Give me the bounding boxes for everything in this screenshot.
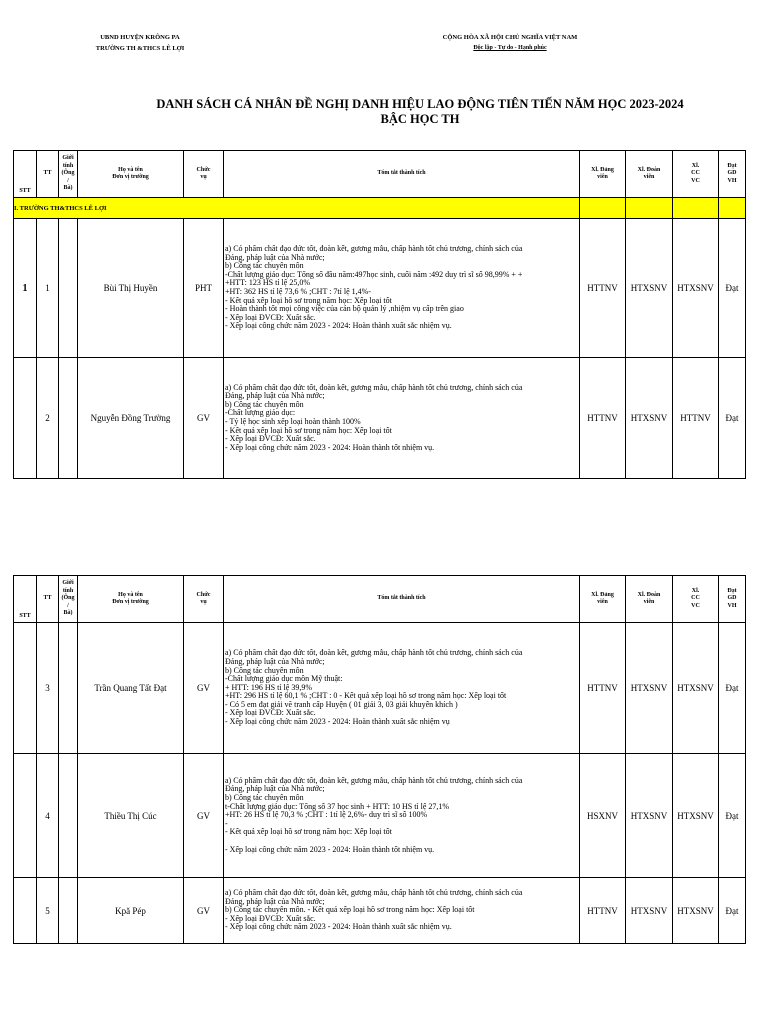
row-civil-rating: HTXSNV — [673, 623, 719, 754]
gender-header-line: Giới — [62, 580, 74, 587]
summary-line: b) Công tác chuyên môn — [225, 666, 304, 675]
stt-header: STT — [14, 151, 37, 198]
row-stt: 1 — [14, 219, 37, 358]
national-header — [410, 32, 610, 54]
party-header-line: Xl. Đảng — [591, 166, 614, 173]
summary-line: Đảng, pháp luật của Nhà nước; — [225, 392, 325, 401]
gender-header-line: tính — [62, 587, 74, 594]
summary-line: Đảng, pháp luật của Nhà nước; — [225, 785, 325, 794]
summary-line: b) Công tác chuyên môn. - Kết quả xếp loại hồ sơ trong năm học: Xếp loại tốt — [225, 906, 475, 915]
party-header — [580, 151, 626, 198]
stt-header: STT — [14, 576, 37, 623]
row-name: Kpă Pép — [78, 878, 184, 944]
row-position: GV — [184, 878, 224, 944]
gender-header-line: Bà) — [63, 185, 73, 192]
gender-header — [59, 576, 78, 623]
party-header-line: viên — [597, 174, 608, 180]
civil-header — [673, 151, 719, 198]
row-union-rating: HTXSNV — [626, 219, 673, 358]
row-gender — [59, 878, 78, 944]
row-civil-rating: HTTNV — [673, 358, 719, 479]
agency-name: UBND HUYỆN KRÔNG PA — [100, 34, 180, 41]
summary-line: - Xếp loại công chức năm 2023 - 2024: Hoàn thành tốt nhiệm vụ. — [225, 845, 435, 854]
summary-line: Đảng, pháp luật của Nhà nước; — [225, 897, 325, 906]
summary-line: - — [225, 819, 228, 828]
row-tt: 4 — [37, 754, 59, 878]
agency-header — [70, 32, 210, 54]
summary-line: -Chất lượng giáo dục: Tổng số đầu năm:497học sinh, cuối năm :492 duy trì sĩ số 98,99% + + — [225, 270, 523, 279]
position-header-line: Chức — [196, 166, 211, 173]
row-gender — [59, 623, 78, 754]
row-party-rating: HTTNV — [580, 358, 626, 479]
summary-header: Tóm tắt thành tích — [224, 576, 580, 623]
row-gdvh: Đạt — [719, 623, 746, 754]
summary-line: - Tỷ lệ học sinh xếp loại hoàn thành 100% — [225, 418, 361, 426]
row-position: PHT — [184, 219, 224, 358]
gender-header-line: / — [67, 602, 69, 609]
row-gdvh: Đạt — [719, 358, 746, 479]
summary-line: - Hoàn thành tốt mọi công việc của cán bộ quản lý ,nhiệm vụ cấp trên giao — [225, 305, 464, 314]
position-header-line: vụ — [200, 174, 207, 180]
row-summary — [224, 623, 580, 754]
nominee-table-page1 — [13, 150, 746, 479]
civil-header — [673, 576, 719, 623]
gender-header-line: Giới — [62, 155, 74, 162]
school-name: TRƯỜNG TH &THCS LÊ LỢI — [95, 45, 185, 52]
name-header — [78, 151, 184, 198]
row-civil-rating: HTXSNV — [673, 219, 719, 358]
civil-header-line: VC — [691, 177, 700, 184]
gdvh-header-line: VH — [727, 177, 737, 184]
name-header — [78, 576, 184, 623]
civil-header-line: VC — [691, 602, 700, 609]
gender-header-line: (Ông — [61, 595, 75, 602]
row-gender — [59, 754, 78, 878]
summary-line: - Xếp loại công chức năm 2023 - 2024: Hoàn thành xuất sắc nhiệm vụ. — [225, 923, 452, 932]
name-header-line: Họ và tên — [118, 166, 143, 173]
summary-line: a) Có phẩm chất đạo đức tốt, đoàn kết, gương mẫu, chấp hành tốt chủ trương, chính sách của — [225, 649, 523, 658]
summary-line: a) Có phẩm chất đạo đức tốt, đoàn kết, gương mẫu, chấp hành tốt chủ trương, chính sách của — [225, 889, 523, 898]
national-title: CỘNG HÒA XÃ HỘI CHỦ NGHĨA VIỆT NAM — [442, 34, 578, 41]
section-label: I. TRƯỜNG TH&THCS LÊ LỢI — [14, 198, 580, 219]
national-motto: Độc lập - Tự do - Hạnh phúc — [473, 45, 547, 51]
summary-line: - Xếp loại ĐVCĐ: Xuất sắc. — [225, 914, 316, 923]
position-header — [184, 576, 224, 623]
summary-line: Đảng, pháp luật của Nhà nước; — [225, 253, 325, 262]
tt-header: TT — [37, 576, 59, 623]
row-position: GV — [184, 358, 224, 479]
gdvh-header-line: GD — [727, 595, 737, 602]
gdvh-header-line: GD — [727, 170, 737, 177]
summary-line: - Kết quả xếp loại hồ sơ trong năm học: Xếp loại tốt — [225, 426, 392, 435]
section-row — [14, 198, 746, 219]
nominee-table-page2 — [13, 575, 746, 944]
summary-line: +HT: 296 HS tỉ lệ 60,1 % ;CHT : 0 - Kết quả xếp loại hồ sơ trong năm học: Xếp loại tốt — [225, 692, 507, 701]
row-stt — [14, 358, 37, 479]
row-position: GV — [184, 623, 224, 754]
union-header-line: viên — [643, 174, 655, 180]
row-party-rating: HTTNV — [580, 878, 626, 944]
gdvh-header-line: Đạt — [727, 162, 737, 169]
union-header-line: Xl. Đoàn — [637, 166, 661, 173]
row-gdvh: Đạt — [719, 754, 746, 878]
title-line2: BẬC HỌC TH — [380, 112, 460, 126]
summary-line: +HT: 26 HS tỉ lệ 70,3 % ;CHT : 1tỉ lệ 2,6%- duy trì sĩ số 100% — [225, 811, 428, 820]
row-stt — [14, 878, 37, 944]
union-header — [626, 151, 673, 198]
gender-header-line: (Ông — [61, 170, 75, 177]
summary-line: Đảng, pháp luật của Nhà nước; — [225, 657, 325, 666]
row-party-rating: HTTNV — [580, 219, 626, 358]
gdvh-header — [719, 576, 746, 623]
row-name: Nguyễn Đồng Trường — [78, 358, 184, 479]
row-summary — [224, 358, 580, 479]
summary-header: Tóm tắt thành tích — [224, 151, 580, 198]
row-summary — [224, 878, 580, 944]
civil-header-line: CC — [691, 170, 700, 177]
gender-header-line: Bà) — [63, 610, 73, 617]
gender-header — [59, 151, 78, 198]
row-name: Thiều Thị Cúc — [78, 754, 184, 878]
name-header-line: Họ và tên — [118, 591, 143, 598]
summary-line: - Xếp loại công chức năm 2023 - 2024: Hoàn thành xuất sắc nhiệm vụ. — [225, 322, 452, 331]
table-header-row — [14, 151, 746, 198]
summary-line: -Chất lượng giáo dục môn Mỹ thuật: — [225, 675, 343, 684]
row-summary — [224, 219, 580, 358]
party-header-line: Xl. Đảng — [591, 591, 614, 598]
union-header — [626, 576, 673, 623]
row-civil-rating: HTXSNV — [673, 878, 719, 944]
row-party-rating: HSXNV — [580, 754, 626, 878]
row-gdvh: Đạt — [719, 219, 746, 358]
name-header-line: Đơn vị trường — [112, 599, 149, 605]
row-party-rating: HTTNV — [580, 623, 626, 754]
summary-line: - Có 5 em đạt giải vẽ tranh cấp Huyện ( 01 giải 3, 03 giải khuyến khích ) — [225, 700, 458, 709]
summary-line: a) Có phẩm chất đạo đức tốt, đoàn kết, gương mẫu, chấp hành tốt chủ trương, chính sách của — [225, 776, 523, 785]
civil-header-line: Xl. — [691, 162, 700, 169]
summary-line: + HTT: 196 HS tỉ lệ 39,9% — [225, 683, 312, 692]
row-tt: 1 — [37, 219, 59, 358]
summary-line: - Kết quả xếp loại hồ sơ trong năm học: Xếp loại tốt — [225, 296, 392, 305]
position-header-line: Chức — [196, 591, 211, 598]
civil-header-line: Xl. — [691, 587, 700, 594]
gdvh-header — [719, 151, 746, 198]
row-union-rating: HTXSNV — [626, 623, 673, 754]
row-gender — [59, 358, 78, 479]
summary-line: b) Công tác chuyên môn — [225, 794, 304, 803]
row-name: Trần Quang Tất Đạt — [78, 623, 184, 754]
summary-line: - Xếp loại ĐVCĐ: Xuất sắc. — [225, 435, 316, 444]
union-header-line: Xl. Đoàn — [637, 591, 661, 598]
summary-line: a) Có phẩm chất đạo đức tốt, đoàn kết, gương mẫu, chấp hành tốt chủ trương, chính sách của — [225, 245, 523, 254]
row-stt — [14, 623, 37, 754]
row-position: GV — [184, 754, 224, 878]
summary-line: - Xếp loại ĐVCĐ: Xuất sắc. — [225, 709, 316, 718]
gender-header-line: / — [67, 177, 69, 184]
gender-header-line: tính — [62, 162, 74, 169]
summary-line: - Xếp loại công chức năm 2023 - 2024: Hoàn thành xuất sắc nhiệm vụ — [225, 718, 450, 727]
nominee-row — [14, 878, 746, 944]
summary-line: - Kết quả xếp loại hồ sơ trong năm học: Xếp loại tốt — [225, 828, 392, 837]
row-tt: 3 — [37, 623, 59, 754]
position-header — [184, 151, 224, 198]
tt-header: TT — [37, 151, 59, 198]
nominee-row — [14, 754, 746, 878]
nominee-row — [14, 219, 746, 358]
row-name: Bùi Thị Huyền — [78, 219, 184, 358]
gdvh-header-line: VH — [727, 602, 737, 609]
summary-line: b) Công tác chuyên môn — [225, 262, 304, 271]
party-header — [580, 576, 626, 623]
row-civil-rating: HTXSNV — [673, 754, 719, 878]
summary-line: b) Công tác chuyên môn — [225, 400, 304, 409]
nominee-row — [14, 623, 746, 754]
summary-line: t-Chất lượng giáo dục: Tổng số 37 học sinh + HTT: 10 HS tỉ lệ 27,1% — [225, 802, 450, 811]
summary-line: -Chất lượng giáo dục: — [225, 409, 296, 418]
row-union-rating: HTXSNV — [626, 358, 673, 479]
name-header-line: Đơn vị trường — [112, 174, 149, 180]
title-line1: DANH SÁCH CÁ NHÂN ĐỀ NGHỊ DANH HIỆU LAO ĐỘNG TIÊN TIẾN NĂM HỌC 2023-2024 — [156, 97, 684, 111]
civil-header-line: CC — [691, 595, 700, 602]
row-gender — [59, 219, 78, 358]
summary-line — [225, 837, 578, 846]
union-header-line: viên — [643, 599, 655, 605]
row-tt: 5 — [37, 878, 59, 944]
summary-line: +HTT: 123 HS tỉ lệ 25,0% — [225, 279, 310, 288]
summary-line: a) Có phẩm chất đạo đức tốt, đoàn kết, gương mẫu, chấp hành tốt chủ trương, chính sách của — [225, 383, 523, 392]
table-header-row — [14, 576, 746, 623]
row-union-rating: HTXSNV — [626, 878, 673, 944]
summary-line: - Xếp loại công chức năm 2023 - 2024: Hoàn thành tốt nhiệm vụ. — [225, 443, 435, 452]
position-header-line: vụ — [200, 599, 207, 605]
row-gdvh: Đạt — [719, 878, 746, 944]
gdvh-header-line: Đạt — [727, 587, 737, 594]
row-summary — [224, 754, 580, 878]
row-tt: 2 — [37, 358, 59, 479]
summary-line: - Xếp loại ĐVCĐ: Xuất sắc. — [225, 313, 316, 322]
nominee-row — [14, 358, 746, 479]
row-union-rating: HTXSNV — [626, 754, 673, 878]
summary-line: +HT: 362 HS tỉ lệ 73,6 % ;CHT : 7tỉ lệ 1,4%- — [225, 288, 371, 296]
row-stt — [14, 754, 37, 878]
document-title — [150, 97, 690, 127]
party-header-line: viên — [597, 599, 608, 605]
